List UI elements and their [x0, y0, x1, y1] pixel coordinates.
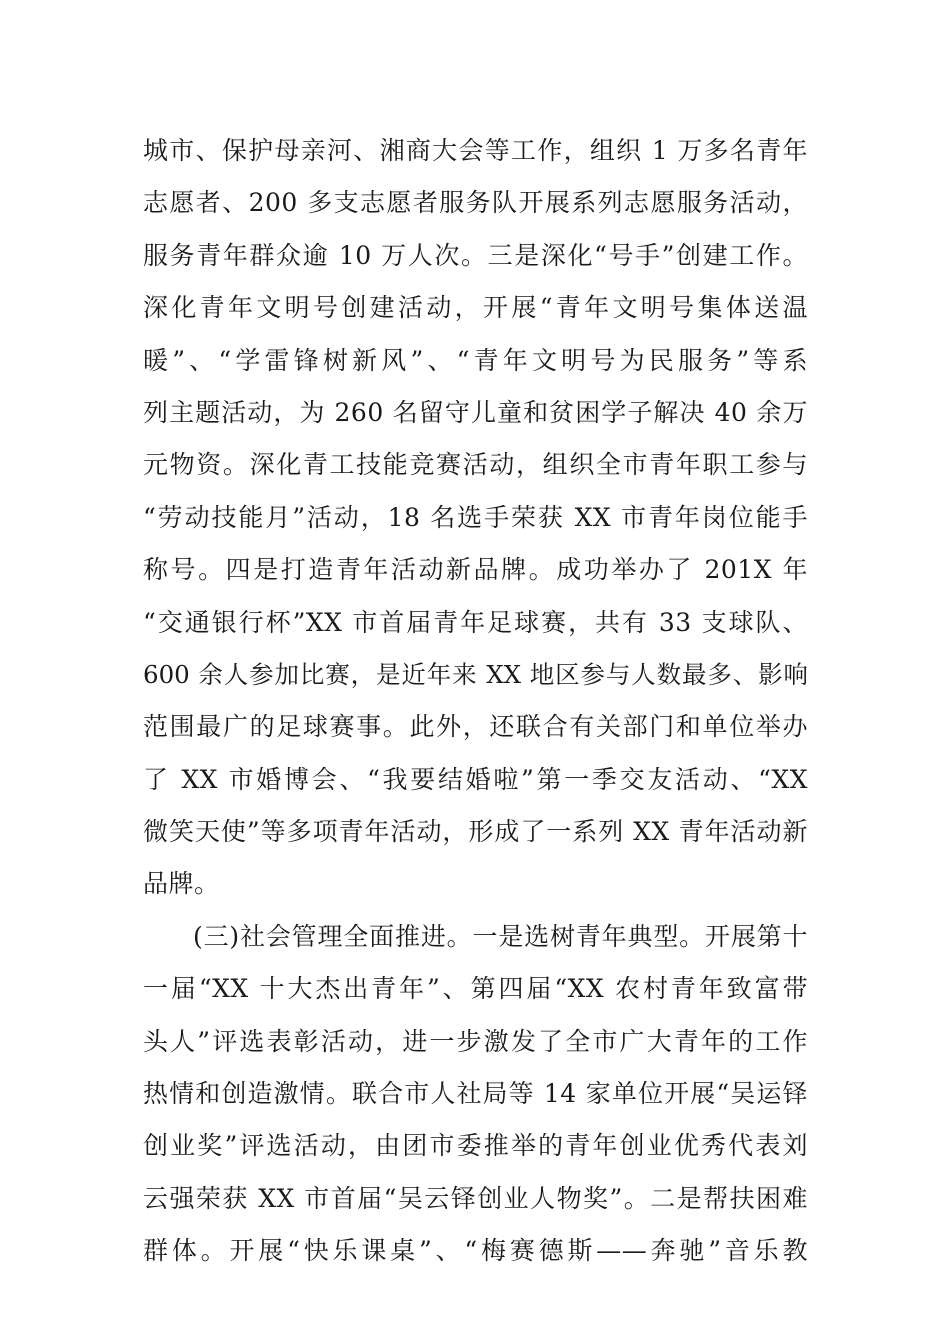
text-line: “劳动技能月”活动，18 名选手荣获 XX 市青年岗位能手 — [143, 502, 808, 532]
text-line: 创业奖”评选活动，由团市委推举的青年创业优秀代表刘 — [143, 1131, 808, 1161]
text-line: 志愿者、200 多支志愿者服务队开展系列志愿服务活动， — [143, 188, 808, 218]
text-line: 头人”评选表彰活动，进一步激发了全市广大青年的工作 — [143, 1026, 808, 1056]
text-line: 服务青年群众逾 10 万人次。三是深化“号手”创建工作。 — [143, 240, 808, 270]
text-line: 列主题活动，为 260 名留守儿童和贫困学子解决 40 余万 — [143, 397, 808, 427]
text-line: (三)社会管理全面推进。一是选树青年典型。开展第十 — [193, 921, 808, 951]
text-line: 范围最广的足球赛事。此外，还联合有关部门和单位举办 — [143, 712, 808, 742]
paragraph-1 — [143, 125, 808, 911]
text-line: 城市、保护母亲河、湘商大会等工作，组织 1 万多名青年 — [143, 136, 808, 165]
document-body — [143, 125, 808, 1278]
text-line: 元物资。深化青工技能竞赛活动，组织全市青年职工参与 — [143, 450, 808, 480]
text-line: 深化青年文明号创建活动，开展“青年文明号集体送温 — [143, 293, 808, 323]
text-line: 云强荣获 XX 市首届“吴云铎创业人物奖”。二是帮扶困难 — [143, 1183, 808, 1213]
text-line: 一届“XX 十大杰出青年”、第四届“XX 农村青年致富带 — [143, 974, 808, 1004]
paragraph-2 — [143, 911, 808, 1278]
text-line: 称号。四是打造青年活动新品牌。成功举办了 201X 年 — [143, 555, 808, 585]
text-line: 群体。开展“快乐课桌”、“梅赛德斯——奔驰”音乐教 — [143, 1236, 808, 1266]
text-line: 了 XX 市婚博会、“我要结婚啦”第一季交友活动、“XX — [143, 764, 808, 794]
text-line: 微笑天使”等多项青年活动，形成了一系列 XX 青年活动新 — [143, 817, 808, 847]
text-line: 600 余人参加比赛，是近年来 XX 地区参与人数最多、影响 — [143, 659, 808, 689]
text-line: “交通银行杯”XX 市首届青年足球赛，共有 33 支球队、 — [143, 607, 808, 637]
text-line: 品牌。 — [143, 869, 220, 899]
text-line: 暖”、“学雷锋树新风”、“青年文明号为民服务”等系 — [143, 345, 808, 375]
text-line: 热情和创造激情。联合市人社局等 14 家单位开展“吴运铎 — [143, 1079, 808, 1109]
